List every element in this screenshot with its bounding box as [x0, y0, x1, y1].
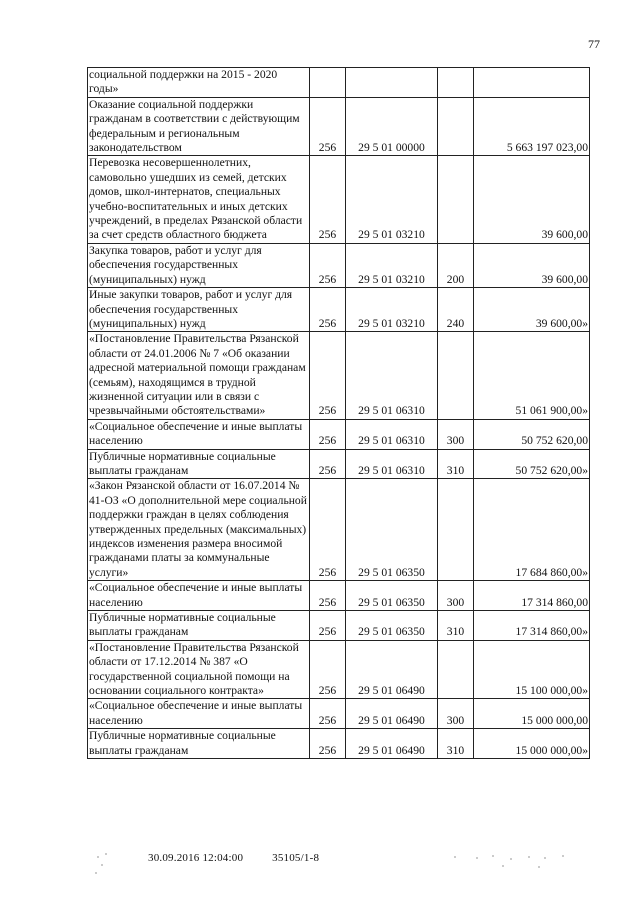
row-name-cell: [88, 640, 310, 699]
row-name-text: Иные закупки товаров, работ и услуг для обеспечения государственных (муниципальных) нужд: [89, 288, 293, 330]
row-name-text: Публичные нормативные социальные выплаты гражданам: [89, 729, 276, 757]
row-vr-cell: 240: [438, 288, 474, 332]
row-name-text: «Постановление Правительства Рязанской области от 24.01.2006 № 7 «Об оказании адресной материальной помощи гражданам (семьям), находящимся в трудной жизненной ситуации или в связи с чрезвычайными обстоятельствами»: [89, 332, 306, 418]
row-csr-cell: 29 5 01 06350: [346, 479, 438, 581]
row-ved-cell: 256: [310, 332, 346, 419]
row-name-cell: [88, 611, 310, 641]
table-row: [88, 288, 590, 332]
table-row: [88, 479, 590, 581]
row-name-text: «Постановление Правительства Рязанской области от 17.12.2014 № 387 «О государственной социальной помощи на основании социального контракта»: [89, 640, 299, 698]
row-sum-cell: 17 314 860,00»: [474, 611, 590, 641]
row-csr-cell: 29 5 01 06310: [346, 419, 438, 449]
row-vr-cell: 310: [438, 611, 474, 641]
table-row: [88, 156, 590, 243]
row-name-text: Оказание социальной поддержки гражданам в соответствии с действующим федеральным и региональным законодательством: [89, 97, 300, 155]
row-sum-cell: 50 752 620,00: [474, 419, 590, 449]
row-csr-cell: 29 5 01 06310: [346, 449, 438, 479]
table-row: [88, 611, 590, 641]
row-ved-cell: 256: [310, 156, 346, 243]
footer-datetime: 30.09.2016 12:04:00: [148, 852, 244, 864]
row-vr-cell: [438, 156, 474, 243]
row-ved-cell: 256: [310, 479, 346, 581]
row-sum-cell: 15 000 000,00: [474, 699, 590, 729]
row-vr-cell: [438, 332, 474, 419]
table-row: [88, 243, 590, 287]
table-row: [88, 640, 590, 699]
row-name-cell: [88, 479, 310, 581]
row-name-text: «Закон Рязанской области от 16.07.2014 № 41-ОЗ «О дополнительной мере социальной поддержки граждан в целях соблюдения утвержденных предельных (максимальных) индексов изменения размера вносимой гражданами платы за коммунальные услуги»: [89, 479, 307, 579]
row-name-cell: [88, 243, 310, 287]
scan-marks-left: [93, 850, 123, 878]
row-sum-cell: 17 314 860,00: [474, 581, 590, 611]
row-name-text: Публичные нормативные социальные выплаты гражданам: [89, 449, 276, 477]
row-vr-cell: 200: [438, 243, 474, 287]
row-name-cell: [88, 332, 310, 419]
row-sum-cell: 5 663 197 023,00: [474, 97, 590, 156]
row-sum-cell: 15 000 000,00»: [474, 729, 590, 759]
table-row: [88, 332, 590, 419]
row-csr-cell: 29 5 01 06490: [346, 640, 438, 699]
row-vr-cell: 300: [438, 581, 474, 611]
row-name-cell: [88, 699, 310, 729]
table-row: [88, 97, 590, 156]
row-ved-cell: 256: [310, 611, 346, 641]
row-sum-cell: 39 600,00»: [474, 288, 590, 332]
scan-marks-right: [452, 852, 582, 872]
table-row: [88, 729, 590, 759]
row-vr-cell: 300: [438, 419, 474, 449]
row-name-text: «Социальное обеспечение и иные выплаты населению: [89, 581, 303, 609]
row-name-text: «Социальное обеспечение и иные выплаты населению: [89, 419, 303, 448]
row-csr-cell: 29 5 01 06310: [346, 332, 438, 419]
row-name-cell: [88, 419, 310, 449]
footer: [148, 852, 319, 864]
budget-table: [87, 67, 590, 759]
row-csr-cell: [346, 68, 438, 98]
row-name-cell: [88, 68, 310, 98]
row-csr-cell: 29 5 01 06350: [346, 611, 438, 641]
row-vr-cell: 310: [438, 729, 474, 759]
row-csr-cell: 29 5 01 06350: [346, 581, 438, 611]
row-ved-cell: 256: [310, 729, 346, 759]
row-ved-cell: 256: [310, 243, 346, 287]
row-sum-cell: 51 061 900,00»: [474, 332, 590, 419]
row-vr-cell: [438, 68, 474, 98]
table-row: [88, 581, 590, 611]
row-ved-cell: 256: [310, 419, 346, 449]
row-name-text: Перевозка несовершеннолетних, самовольно ушедших из семей, детских домов, школ-интернатов, специальных учебно-воспитательных и иных детских учреждений, в пределах Рязанской области за счет средств областного бюджета: [89, 156, 303, 242]
table-row: [88, 419, 590, 449]
row-csr-cell: 29 5 01 03210: [346, 156, 438, 243]
row-ved-cell: 256: [310, 699, 346, 729]
row-name-cell: [88, 449, 310, 479]
row-name-cell: [88, 581, 310, 611]
footer-doc-id: 35105/1-8: [272, 852, 320, 864]
row-csr-cell: 29 5 01 03210: [346, 288, 438, 332]
row-ved-cell: 256: [310, 97, 346, 156]
row-sum-cell: 39 600,00: [474, 243, 590, 287]
table-row: [88, 699, 590, 729]
row-vr-cell: 310: [438, 449, 474, 479]
row-sum-cell: [474, 68, 590, 98]
row-sum-cell: 17 684 860,00»: [474, 479, 590, 581]
row-name-cell: [88, 156, 310, 243]
row-sum-cell: 15 100 000,00»: [474, 640, 590, 699]
row-name-text: «Социальное обеспечение и иные выплаты населению: [89, 699, 303, 727]
row-csr-cell: 29 5 01 00000: [346, 97, 438, 156]
row-name-cell: [88, 288, 310, 332]
row-sum-cell: 50 752 620,00»: [474, 449, 590, 479]
row-vr-cell: [438, 479, 474, 581]
row-name-cell: [88, 729, 310, 759]
row-vr-cell: [438, 640, 474, 699]
row-vr-cell: 300: [438, 699, 474, 729]
row-csr-cell: 29 5 01 06490: [346, 699, 438, 729]
row-csr-cell: 29 5 01 06490: [346, 729, 438, 759]
row-ved-cell: [310, 68, 346, 98]
table-row: [88, 68, 590, 98]
row-name-cell: [88, 97, 310, 156]
row-ved-cell: 256: [310, 640, 346, 699]
row-ved-cell: 256: [310, 288, 346, 332]
table-row: [88, 449, 590, 479]
page-number: 77: [588, 37, 600, 51]
row-ved-cell: 256: [310, 449, 346, 479]
row-name-text: Публичные нормативные социальные выплаты гражданам: [89, 611, 276, 639]
row-vr-cell: [438, 97, 474, 156]
row-name-text: социальной поддержки на 2015 - 2020 годы»: [89, 68, 278, 96]
row-sum-cell: 39 600,00: [474, 156, 590, 243]
row-name-text: Закупка товаров, работ и услуг для обеспечения государственных (муниципальных) нужд: [89, 243, 262, 286]
row-ved-cell: 256: [310, 581, 346, 611]
row-csr-cell: 29 5 01 03210: [346, 243, 438, 287]
